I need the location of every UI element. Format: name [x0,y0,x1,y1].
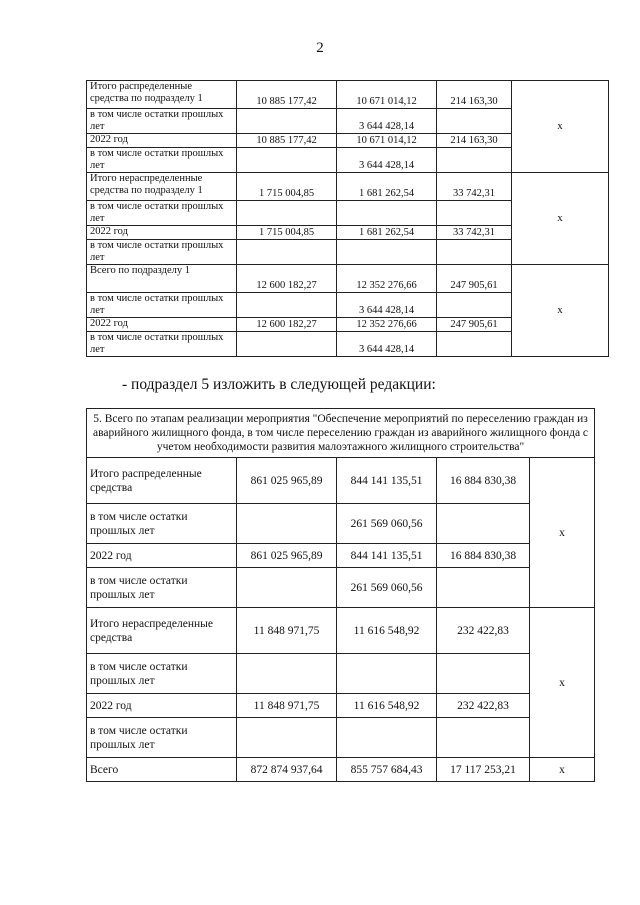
value-cell: 33 742,31 [437,226,512,240]
value-cell [437,718,530,758]
value-cell: 11 616 548,92 [337,608,437,654]
value-cell: 844 141 135,51 [337,544,437,568]
value-cell [437,332,512,357]
value-cell: 247 905,61 [437,265,512,293]
value-cell [437,293,512,318]
value-cell: 12 352 276,66 [337,265,437,293]
value-cell [237,109,337,134]
value-cell: 10 671 014,12 [337,81,437,109]
value-cell: 1 681 262,54 [337,226,437,240]
value-cell [437,148,512,173]
subsection-1-table [86,80,609,357]
value-cell: 3 644 428,14 [337,293,437,318]
value-cell: 16 884 830,38 [437,544,530,568]
row-label: 2022 год [87,318,237,332]
value-cell: 214 163,30 [437,134,512,148]
value-cell: 16 884 830,38 [437,458,530,504]
table2-header-row [87,409,595,458]
value-cell: 855 757 684,43 [337,758,437,782]
value-cell: 3 644 428,14 [337,148,437,173]
table-row [87,504,595,544]
value-cell [237,654,337,694]
value-cell [337,654,437,694]
value-cell: 861 025 965,89 [237,544,337,568]
row-label: в том числе остатки прошлых лет [87,148,237,173]
value-cell: 11 616 548,92 [337,694,437,718]
value-cell [437,201,512,226]
table-row [87,718,595,758]
value-cell: 3 644 428,14 [337,109,437,134]
table2-header: 5. Всего по этапам реализации мероприятия "Обеспечение мероприятий по переселению граждан из аварийного жилищного фонда, в том числе переселению граждан из аварийного жилищного фонда с учетом необходимости развития малоэтажного жилищного строительства" [87,409,595,458]
value-cell: 10 671 014,12 [337,134,437,148]
value-cell [437,504,530,544]
value-cell [237,148,337,173]
table-row [87,265,609,293]
value-cell [237,504,337,544]
value-cell [437,109,512,134]
value-cell: 1 681 262,54 [337,173,437,201]
row-label: 2022 год [87,694,237,718]
value-cell: 1 715 004,85 [237,226,337,240]
value-cell: 10 885 177,42 [237,134,337,148]
row-label: в том числе остатки прошлых лет [87,201,237,226]
row-label: Итого нераспределенные средства [87,608,237,654]
value-cell: 17 117 253,21 [437,758,530,782]
row-label: в том числе остатки прошлых лет [87,568,237,608]
value-cell: 232 422,83 [437,608,530,654]
value-cell: 861 025 965,89 [237,458,337,504]
row-label: 2022 год [87,544,237,568]
row-label: 2022 год [87,134,237,148]
value-cell [437,240,512,265]
mark-cell: x [512,81,609,173]
value-cell: 1 715 004,85 [237,173,337,201]
value-cell: 844 141 135,51 [337,458,437,504]
table-row [87,173,609,201]
table-row [87,81,609,109]
row-label: Итого распределенные средства по подразделу 1 [87,81,237,109]
value-cell [437,568,530,608]
row-label: в том числе остатки прошлых лет [87,504,237,544]
table-row [87,458,595,504]
page-number: 2 [316,40,324,56]
table-row [87,694,595,718]
row-label: в том числе остатки прошлых лет [87,240,237,265]
mark-cell: x [512,173,609,265]
row-label: в том числе остатки прошлых лет [87,109,237,134]
value-cell: 261 569 060,56 [337,504,437,544]
row-label: Всего [87,758,237,782]
value-cell [237,240,337,265]
value-cell [237,201,337,226]
value-cell: 214 163,30 [437,81,512,109]
value-cell [337,718,437,758]
value-cell: 12 352 276,66 [337,318,437,332]
value-cell [337,201,437,226]
row-label: Итого распределенные средства [87,458,237,504]
value-cell: 33 742,31 [437,173,512,201]
value-cell: 11 848 971,75 [237,694,337,718]
table-row-total [87,758,595,782]
value-cell: 247 905,61 [437,318,512,332]
row-label: в том числе остатки прошлых лет [87,293,237,318]
value-cell [237,332,337,357]
value-cell: 232 422,83 [437,694,530,718]
value-cell: 12 600 182,27 [237,318,337,332]
row-label: в том числе остатки прошлых лет [87,718,237,758]
row-label: Итого нераспределенные средства по подразделу 1 [87,173,237,201]
value-cell: 872 874 937,64 [237,758,337,782]
value-cell [437,654,530,694]
value-cell: 11 848 971,75 [237,608,337,654]
value-cell: 261 569 060,56 [337,568,437,608]
value-cell: 3 644 428,14 [337,332,437,357]
table-row [87,608,595,654]
mark-cell: x [530,458,595,608]
value-cell [237,293,337,318]
row-label: 2022 год [87,226,237,240]
table-row [87,654,595,694]
mark-cell: x [512,265,609,357]
value-cell [237,568,337,608]
row-label: в том числе остатки прошлых лет [87,332,237,357]
row-label: Всего по подразделу 1 [87,265,237,293]
value-cell [237,718,337,758]
mark-cell: x [530,608,595,758]
table-row [87,544,595,568]
mark-cell: x [530,758,595,782]
row-label: в том числе остатки прошлых лет [87,654,237,694]
value-cell: 12 600 182,27 [237,265,337,293]
value-cell [337,240,437,265]
table-row [87,568,595,608]
intro-text: - подраздел 5 изложить в следующей редакции: [122,376,436,393]
value-cell: 10 885 177,42 [237,81,337,109]
subsection-5-table [86,408,595,782]
